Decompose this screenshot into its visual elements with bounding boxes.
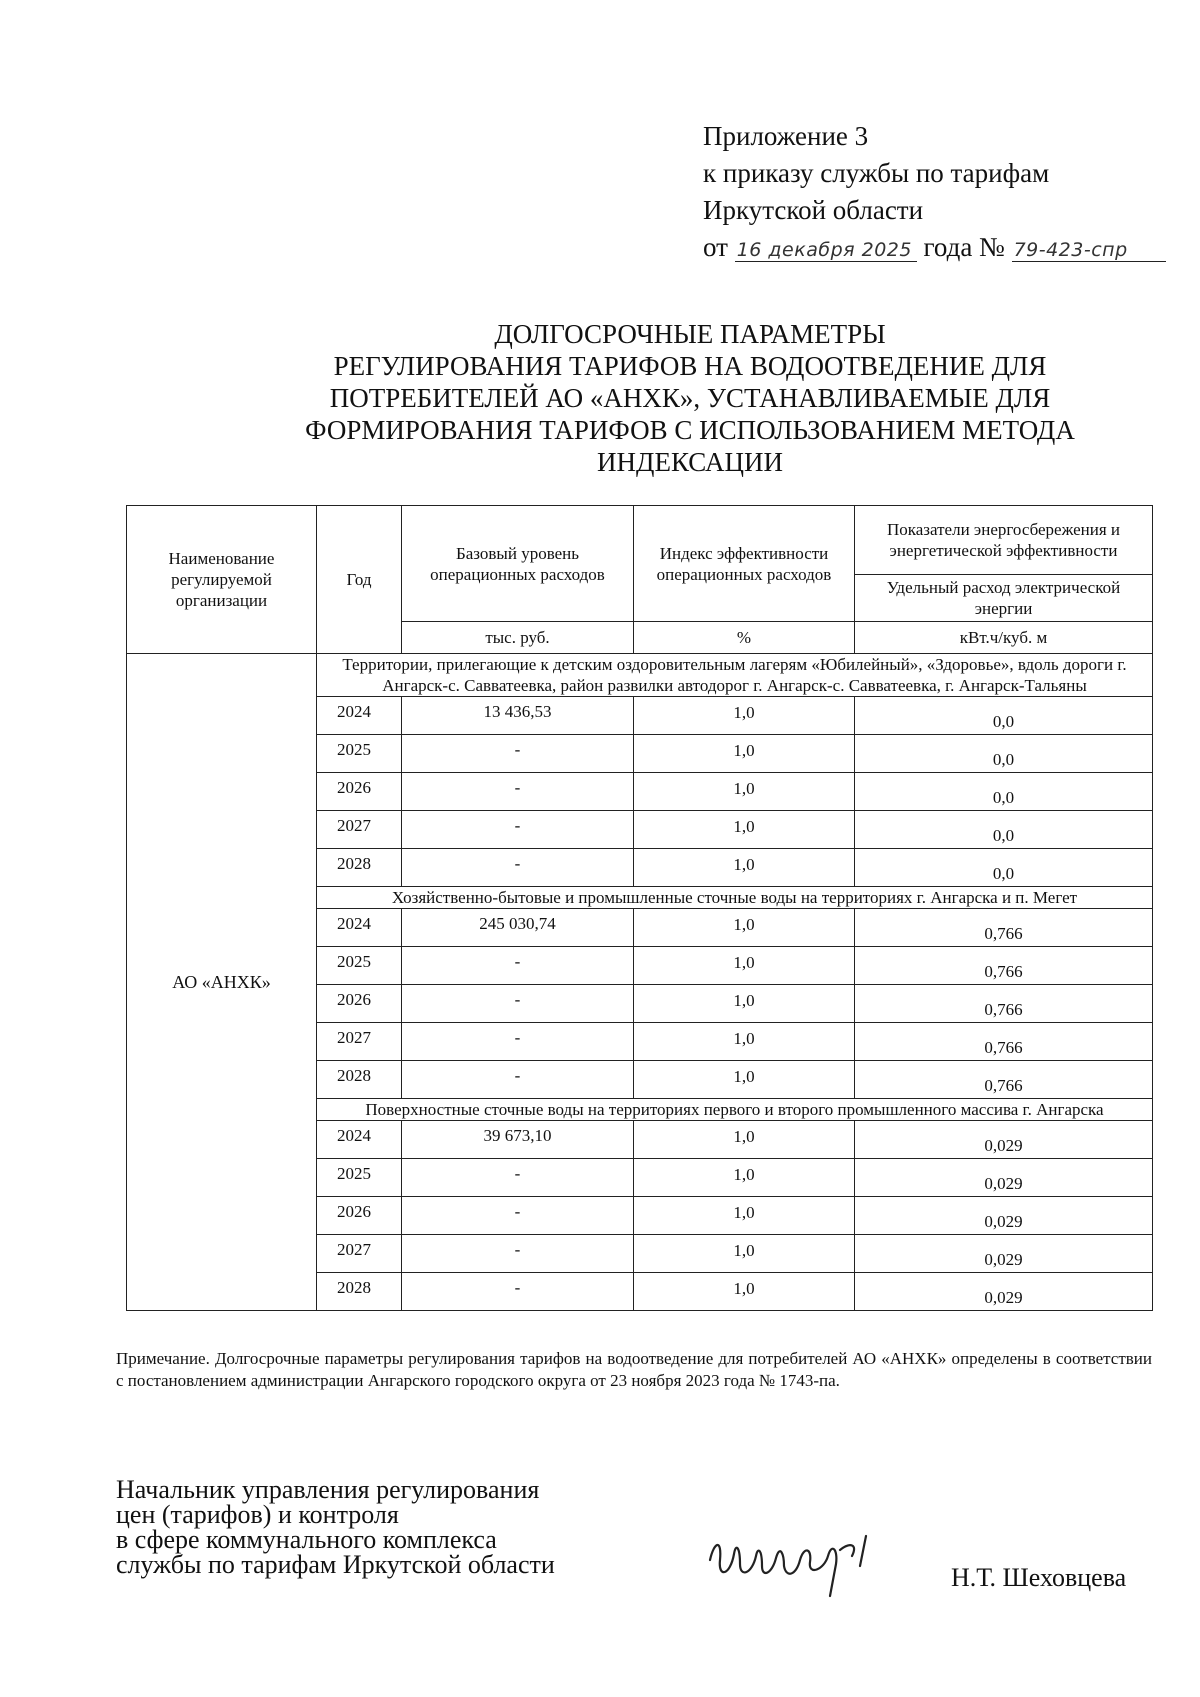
efficiency-index-cell: 1,0 bbox=[634, 1061, 855, 1099]
section-header-row bbox=[127, 654, 1153, 697]
base-cost-cell: - bbox=[402, 1159, 634, 1197]
title-line-1: ДОЛГОСРОЧНЫЕ ПАРАМЕТРЫ bbox=[494, 319, 886, 349]
section-title: Поверхностные сточные воды на территориях первого и второго промышленного массива г. Ангарска bbox=[317, 1099, 1153, 1121]
base-cost-cell: - bbox=[402, 1235, 634, 1273]
year-cell: 2026 bbox=[317, 773, 402, 811]
base-cost-cell: - bbox=[402, 811, 634, 849]
energy-consumption-cell: 0,029 bbox=[855, 1235, 1153, 1273]
section-title: Хозяйственно-бытовые и промышленные сточные воды на территориях г. Ангарска и п. Мегет bbox=[317, 887, 1153, 909]
position-line-4: службы по тарифам Иркутской области bbox=[116, 1550, 555, 1579]
year-cell: 2025 bbox=[317, 947, 402, 985]
base-cost-cell: - bbox=[402, 947, 634, 985]
order-date-line bbox=[703, 229, 1173, 266]
year-cell: 2027 bbox=[317, 1023, 402, 1061]
efficiency-index-cell: 1,0 bbox=[634, 849, 855, 887]
base-cost-cell: - bbox=[402, 1023, 634, 1061]
base-cost-cell: - bbox=[402, 849, 634, 887]
efficiency-index-cell: 1,0 bbox=[634, 1273, 855, 1311]
title-line-2: РЕГУЛИРОВАНИЯ ТАРИФОВ НА ВОДООТВЕДЕНИЕ ДЛЯ bbox=[333, 351, 1047, 381]
efficiency-index-cell: 1,0 bbox=[634, 909, 855, 947]
handwritten-date: 16 декабря 2025 bbox=[735, 239, 917, 262]
signatory-position bbox=[116, 1477, 676, 1577]
energy-consumption-cell: 0,0 bbox=[855, 697, 1153, 735]
org-name-cell: АО «АНХК» bbox=[127, 654, 317, 1311]
appendix-region: Иркутской области bbox=[703, 195, 924, 225]
base-cost-cell: 39 673,10 bbox=[402, 1121, 634, 1159]
table-header-row bbox=[127, 506, 1153, 575]
base-cost-cell: - bbox=[402, 735, 634, 773]
header-energy-group: Показатели энергосбережения и энергетической эффективности bbox=[855, 506, 1153, 575]
base-cost-cell: - bbox=[402, 1273, 634, 1311]
year-cell: 2026 bbox=[317, 985, 402, 1023]
efficiency-index-cell: 1,0 bbox=[634, 947, 855, 985]
title-line-4: ФОРМИРОВАНИЯ ТАРИФОВ С ИСПОЛЬЗОВАНИЕМ МЕТОДА bbox=[305, 415, 1075, 445]
energy-consumption-cell: 0,029 bbox=[855, 1121, 1153, 1159]
base-cost-cell: - bbox=[402, 773, 634, 811]
year-cell: 2028 bbox=[317, 849, 402, 887]
year-cell: 2028 bbox=[317, 1061, 402, 1099]
handwritten-signature bbox=[700, 1520, 900, 1600]
energy-consumption-cell: 0,0 bbox=[855, 735, 1153, 773]
year-cell: 2027 bbox=[317, 1235, 402, 1273]
energy-consumption-cell: 0,766 bbox=[855, 985, 1153, 1023]
base-cost-cell: - bbox=[402, 985, 634, 1023]
energy-consumption-cell: 0,029 bbox=[855, 1197, 1153, 1235]
base-cost-cell: 245 030,74 bbox=[402, 909, 634, 947]
efficiency-index-cell: 1,0 bbox=[634, 985, 855, 1023]
title-line-3: ПОТРЕБИТЕЛЕЙ АО «АНХК», УСТАНАВЛИВАЕМЫЕ ДЛЯ bbox=[329, 383, 1051, 413]
efficiency-index-cell: 1,0 bbox=[634, 773, 855, 811]
efficiency-index-cell: 1,0 bbox=[634, 811, 855, 849]
year-cell: 2024 bbox=[317, 1121, 402, 1159]
efficiency-index-cell: 1,0 bbox=[634, 1121, 855, 1159]
energy-consumption-cell: 0,029 bbox=[855, 1273, 1153, 1311]
efficiency-index-cell: 1,0 bbox=[634, 735, 855, 773]
parameters-table bbox=[126, 505, 1153, 1311]
base-cost-cell: 13 436,53 bbox=[402, 697, 634, 735]
year-cell: 2025 bbox=[317, 1159, 402, 1197]
base-cost-cell: - bbox=[402, 1197, 634, 1235]
position-line-1: Начальник управления регулирования bbox=[116, 1475, 540, 1504]
energy-consumption-cell: 0,0 bbox=[855, 773, 1153, 811]
header-year: Год bbox=[317, 506, 402, 654]
efficiency-index-cell: 1,0 bbox=[634, 1159, 855, 1197]
efficiency-index-cell: 1,0 bbox=[634, 1197, 855, 1235]
unit-index: % bbox=[634, 622, 855, 654]
note-text: Примечание. Долгосрочные параметры регулирования тарифов на водоотведение для потребителей АО «АНХК» определены в соответствии с постановлением администрации Ангарского городского округа от 23 ноября 2023 года № 1743-па. bbox=[116, 1349, 1152, 1390]
energy-consumption-cell: 0,766 bbox=[855, 1061, 1153, 1099]
header-org: Наименование регулируемой организации bbox=[127, 506, 317, 654]
energy-consumption-cell: 0,766 bbox=[855, 1023, 1153, 1061]
energy-consumption-cell: 0,766 bbox=[855, 947, 1153, 985]
year-cell: 2028 bbox=[317, 1273, 402, 1311]
appendix-header bbox=[703, 118, 1173, 266]
date-prefix: от bbox=[703, 232, 728, 262]
unit-energy: кВт.ч/куб. м bbox=[855, 622, 1153, 654]
energy-consumption-cell: 0,766 bbox=[855, 909, 1153, 947]
appendix-order-ref: к приказу службы по тарифам bbox=[703, 158, 1050, 188]
signer-name: Н.Т. Шеховцева bbox=[951, 1563, 1127, 1592]
energy-consumption-cell: 0,029 bbox=[855, 1159, 1153, 1197]
position-line-2: цен (тарифов) и контроля bbox=[116, 1500, 399, 1529]
section-title: Территории, прилегающие к детским оздоровительным лагерям «Юбилейный», «Здоровье», вдоль дороги г. Ангарск-с. Савватеевка, район развилки автодорог г. Ангарск-с. Савватеевка, г. Ангарск-Тальяны bbox=[317, 654, 1153, 697]
number-label: года № bbox=[923, 232, 1005, 262]
base-cost-cell: - bbox=[402, 1061, 634, 1099]
unit-base: тыс. руб. bbox=[402, 622, 634, 654]
year-cell: 2024 bbox=[317, 909, 402, 947]
header-base: Базовый уровень операционных расходов bbox=[402, 506, 634, 622]
year-cell: 2025 bbox=[317, 735, 402, 773]
handwritten-order-number: 79-423-спр bbox=[1012, 239, 1166, 262]
header-energy: Удельный расход электрической энергии bbox=[855, 575, 1153, 622]
efficiency-index-cell: 1,0 bbox=[634, 697, 855, 735]
year-cell: 2027 bbox=[317, 811, 402, 849]
year-cell: 2026 bbox=[317, 1197, 402, 1235]
header-index: Индекс эффективности операционных расходов bbox=[634, 506, 855, 622]
title-line-5: ИНДЕКСАЦИИ bbox=[597, 447, 783, 477]
year-cell: 2024 bbox=[317, 697, 402, 735]
energy-consumption-cell: 0,0 bbox=[855, 849, 1153, 887]
position-line-3: в сфере коммунального комплекса bbox=[116, 1525, 497, 1554]
efficiency-index-cell: 1,0 bbox=[634, 1023, 855, 1061]
document-title bbox=[250, 318, 1130, 478]
appendix-number: Приложение 3 bbox=[703, 121, 869, 151]
energy-consumption-cell: 0,0 bbox=[855, 811, 1153, 849]
efficiency-index-cell: 1,0 bbox=[634, 1235, 855, 1273]
